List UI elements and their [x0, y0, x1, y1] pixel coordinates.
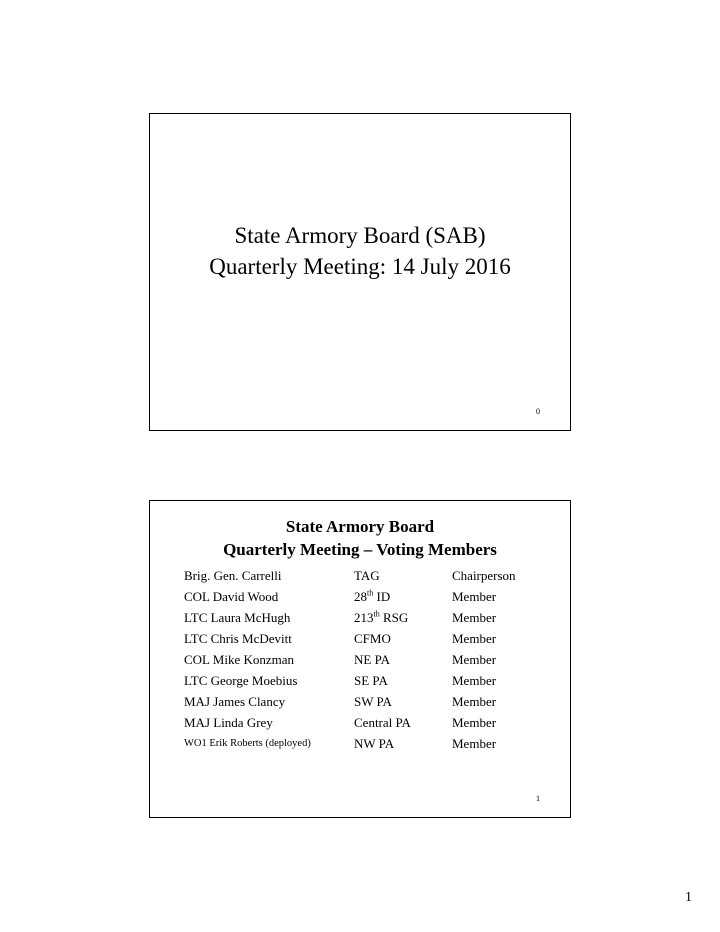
- slide-title-line-1: State Armory Board (SAB): [234, 223, 486, 248]
- member-name: LTC Chris McDevitt: [184, 630, 292, 646]
- member-name: WO1 Erik Roberts (deployed): [184, 738, 311, 749]
- slide-title: [149, 113, 571, 431]
- member-unit: SE PA: [354, 672, 388, 688]
- member-name: MAJ James Clancy: [184, 693, 286, 709]
- slide-title-heading: [150, 220, 570, 282]
- member-row: [184, 628, 544, 649]
- member-unit: Central PA: [354, 714, 411, 730]
- member-name: COL David Wood: [184, 588, 279, 604]
- member-unit: SW PA: [354, 693, 392, 709]
- slide-heading-line-1: State Armory Board: [285, 517, 435, 536]
- member-role: Member: [452, 588, 497, 604]
- member-name: Brig. Gen. Carrelli: [184, 567, 282, 583]
- member-unit: TAG: [354, 567, 380, 583]
- slide-voting-members: [149, 500, 571, 818]
- slide-number: 0: [536, 407, 540, 416]
- member-role: Member: [452, 714, 497, 730]
- member-role: Member: [452, 630, 497, 646]
- member-role: Member: [452, 693, 497, 709]
- member-name: COL Mike Konzman: [184, 651, 294, 667]
- member-role: Member: [452, 609, 497, 625]
- slide-title-line-2: Quarterly Meeting: 14 July 2016: [209, 254, 511, 279]
- member-unit: NW PA: [354, 735, 395, 751]
- member-name: LTC George Moebius: [184, 672, 298, 688]
- slide-heading-line-2: Quarterly Meeting – Voting Members: [223, 540, 497, 559]
- member-role: Member: [452, 672, 497, 688]
- member-row: [184, 649, 544, 670]
- page-number: 1: [685, 890, 692, 905]
- members-table: [184, 565, 544, 754]
- member-row: [184, 565, 544, 586]
- member-unit: NE PA: [354, 651, 391, 667]
- member-role: Member: [452, 651, 497, 667]
- member-role: Member: [452, 735, 497, 751]
- member-row: [184, 712, 544, 733]
- member-unit: CFMO: [354, 630, 391, 646]
- member-row: [184, 586, 544, 607]
- member-row: [184, 607, 544, 628]
- slide-voting-members-heading: [150, 515, 570, 561]
- member-row: [184, 670, 544, 691]
- member-row: [184, 691, 544, 712]
- member-name: LTC Laura McHugh: [184, 609, 291, 625]
- member-unit: 213th RSG: [354, 609, 409, 625]
- member-name: MAJ Linda Grey: [184, 714, 273, 730]
- member-role: Chairperson: [452, 567, 516, 583]
- slide-number: 1: [536, 794, 540, 803]
- member-row: [184, 733, 544, 754]
- member-unit: 28th ID: [354, 588, 391, 604]
